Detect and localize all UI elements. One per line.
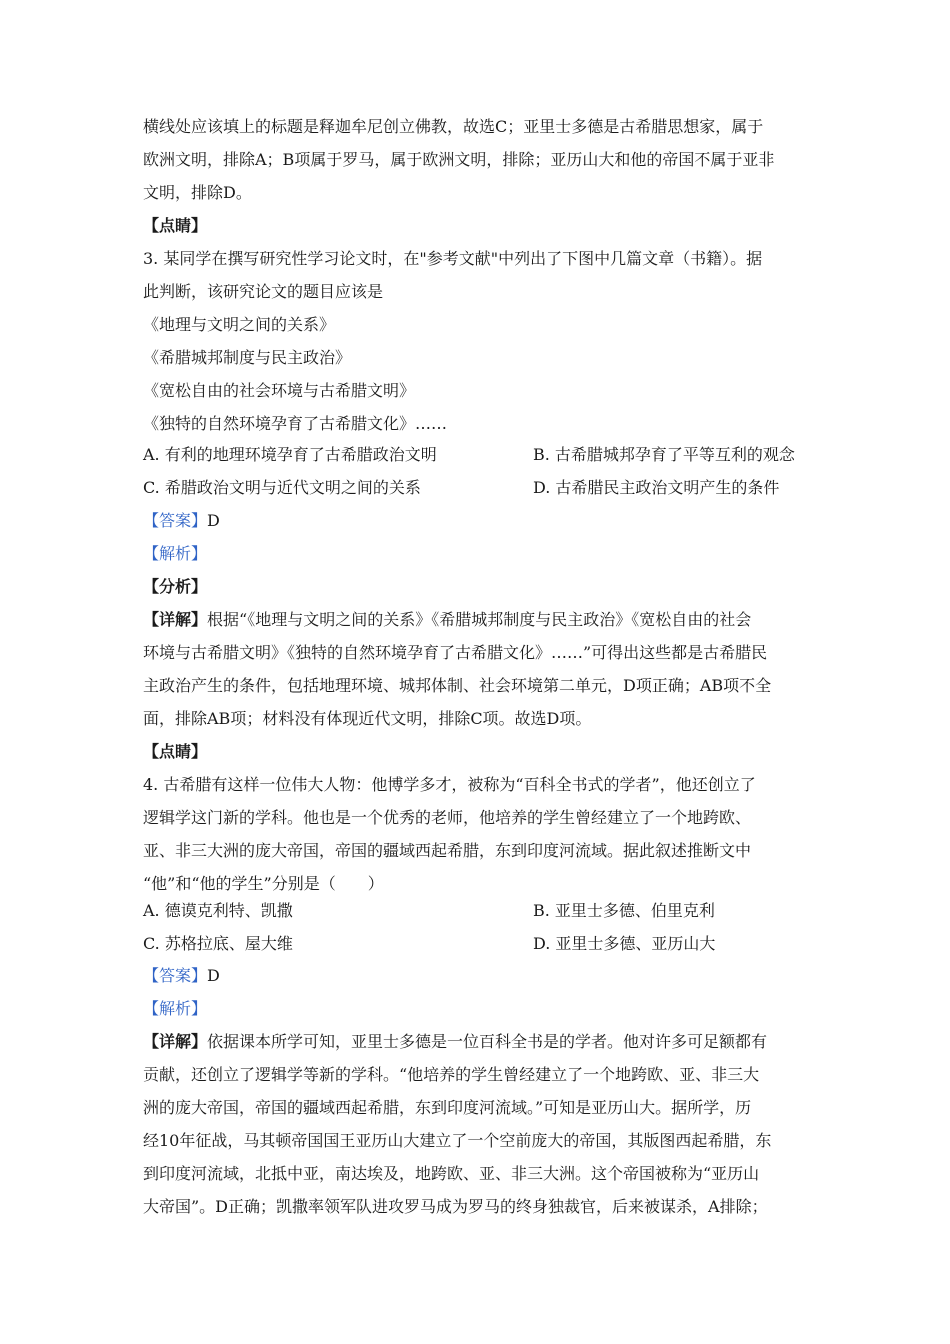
answer-tag: 【答案】 <box>143 966 208 985</box>
detail-tag: 【详解】 <box>143 1032 208 1051</box>
q3-detail-line: 主政治产生的条件，包括地理环境、城邦体制、社会环境第二单元，D项正确；AB项不全 <box>143 676 772 695</box>
q3-dianjing-tag: 【点睛】 <box>143 742 208 761</box>
reference-title: 《独特的自然环境孕育了古希腊文化》…… <box>143 414 448 433</box>
q4-option-a: A. 德谟克利特、凯撒 <box>143 901 293 920</box>
q4-answer <box>143 966 220 986</box>
answer-tag: 【答案】 <box>143 511 208 530</box>
q4-stem-line: 4. 古希腊有这样一位伟大人物：他博学多才，被称为“百科全书式的学者”，他还创立了 <box>143 775 756 794</box>
reference-title: 《希腊城邦制度与民主政治》 <box>143 348 352 367</box>
q4-detail-line: 经10年征战，马其顿帝国国王亚历山大建立了一个空前庞大的帝国，其版图西起希腊，东 <box>143 1131 772 1150</box>
q4-option-b: B. 亚里士多德、伯里克利 <box>533 901 715 920</box>
q4-option-d: D. 亚里士多德、亚历山大 <box>533 934 716 953</box>
dianjing-label: 【点睛】 <box>143 216 208 235</box>
q4-detail-line: 到印度河流域，北抵中亚，南达埃及，地跨欧、亚、非三大洲。这个帝国被称为“亚历山 <box>143 1164 760 1183</box>
q4-option-c: C. 苏格拉底、屋大维 <box>143 934 293 953</box>
q3-analysis-tag: 【解析】 <box>143 544 208 563</box>
text-line: 横线处应该填上的标题是释迦牟尼创立佛教，故选C；亚里士多德是古希腊思想家，属于 <box>143 117 764 136</box>
q3-detail-line: 环境与古希腊文明》《独特的自然环境孕育了古希腊文化》……”可得出这些都是古希腊民 <box>143 643 768 662</box>
q4-stem-line: “他”和“他的学生”分别是（ ） <box>143 874 384 893</box>
text-line: 欧洲文明，排除A；B项属于罗马，属于欧洲文明，排除；亚历山大和他的帝国不属于亚非 <box>143 150 775 169</box>
q4-stem-line: 亚、非三大洲的庞大帝国，帝国的疆域西起希腊，东到印度河流域。据此叙述推断文中 <box>143 841 752 860</box>
q3-stem-line: 3. 某同学在撰写研究性学习论文时，在"参考文献"中列出了下图中几篇文章（书籍）。据 <box>143 249 763 268</box>
q3-option-b: B. 古希腊城邦孕育了平等互利的观念 <box>533 445 795 464</box>
q4-detail-line: 【详解】依据课本所学可知，亚里士多德是一位百科全书是的学者。他对许多可足额都有 <box>143 1032 768 1051</box>
q3-detail-line: 【详解】根据“《地理与文明之间的关系》《希腊城邦制度与民主政治》《宽松自由的社会 <box>143 610 752 629</box>
answer-value: D <box>207 511 220 530</box>
q4-stem-line: 逻辑学这门新的学科。他也是一个优秀的老师，他培养的学生曾经建立了一个地跨欧、 <box>143 808 752 827</box>
q3-option-c: C. 希腊政治文明与近代文明之间的关系 <box>143 478 421 497</box>
q3-fenxi-tag: 【分析】 <box>143 577 208 596</box>
reference-title: 《宽松自由的社会环境与古希腊文明》 <box>143 381 416 400</box>
q4-detail-line: 大帝国”。D正确；凯撒率领军队进攻罗马成为罗马的终身独裁官，后来被谋杀，A排除； <box>143 1197 768 1216</box>
q3-option-d: D. 古希腊民主政治文明产生的条件 <box>533 478 780 497</box>
text-line: 文明，排除D。 <box>143 183 252 202</box>
q3-stem-line: 此判断，该研究论文的题目应该是 <box>143 282 384 301</box>
q4-detail-line: 洲的庞大帝国，帝国的疆域西起希腊，东到印度河流域。”可知是亚历山大。据所学，历 <box>143 1098 752 1117</box>
detail-tag: 【详解】 <box>143 610 208 629</box>
answer-value: D <box>207 966 220 985</box>
reference-title: 《地理与文明之间的关系》 <box>143 315 336 334</box>
q3-option-a: A. 有利的地理环境孕育了古希腊政治文明 <box>143 445 437 464</box>
q4-analysis-tag: 【解析】 <box>143 999 208 1018</box>
q3-detail-line: 面，排除AB项；材料没有体现近代文明，排除C项。故选D项。 <box>143 709 592 728</box>
q4-detail-line: 贡献，还创立了逻辑学等新的学科。“他培养的学生曾经建立了一个地跨欧、亚、非三大 <box>143 1065 760 1084</box>
q3-answer <box>143 511 220 531</box>
